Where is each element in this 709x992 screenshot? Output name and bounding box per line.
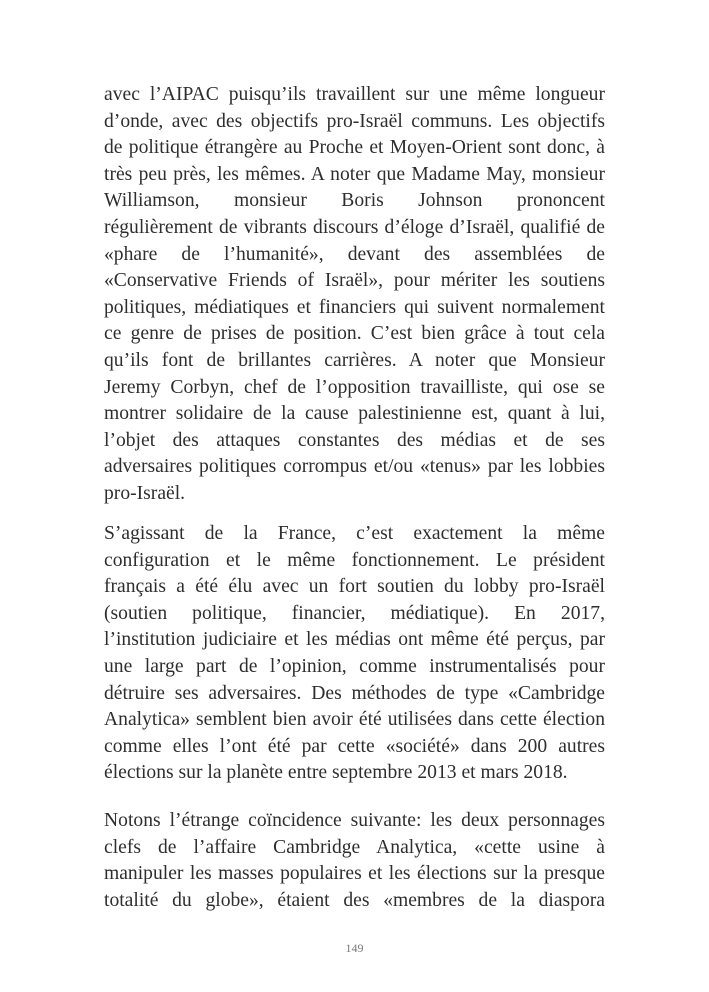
text-line-content: élections sur la planète entre septembre 2013 et mars 2018. [104, 762, 568, 784]
text-line-content: totalité du globe», étaient des «membres de la diaspora [104, 889, 605, 911]
text-line-content: une large part de l’opinion, comme instrumentalisés pour [104, 655, 605, 677]
text-line [104, 601, 605, 628]
text-line [104, 135, 605, 162]
text-line [104, 242, 605, 269]
text-line-content: adversaires politiques corrompus et/ou «tenus» par les lobbies [104, 456, 605, 478]
text-line-content: pro-Israël. [104, 482, 186, 504]
text-line [104, 548, 605, 575]
text-line [104, 627, 605, 654]
text-line [104, 348, 605, 375]
text-line [104, 521, 605, 548]
text-line [104, 481, 605, 508]
paragraph-france [104, 521, 605, 787]
paragraph-uk-politics [104, 82, 605, 508]
text-line-content: manipuler les masses populaires et les élections sur la presque [104, 863, 605, 885]
text-line-content: très peu près, les mêmes. A noter que Madame May, monsieur [104, 163, 605, 185]
text-line [104, 808, 605, 835]
text-line [104, 707, 605, 734]
text-line [104, 188, 605, 215]
text-line [104, 454, 605, 481]
text-line-content: l’objet des attaques constantes des médias et de ses [104, 429, 605, 451]
text-line-content: ce genre de prises de position. C’est bien grâce à tout cela [104, 323, 605, 345]
text-line-content: montrer solidaire de la cause palestinienne est, quant à lui, [104, 403, 605, 425]
text-line-content: avec l’AIPAC puisqu’ils travaillent sur une même longueur [104, 84, 605, 105]
page-number: 149 [345, 941, 364, 955]
text-line-content: clefs de l’affaire Cambridge Analytica, «cette usine à [104, 836, 605, 858]
text-line-content: détruire ses adversaires. Des méthodes de type «Cambridge [104, 682, 605, 704]
text-line-content: «phare de l’humanité», devant des assemblées de [104, 243, 605, 265]
text-line-content: S’agissant de la France, c’est exactement la même [104, 523, 605, 544]
text-line-content: Jeremy Corbyn, chef de l’opposition travailliste, qui ose se [104, 376, 605, 398]
text-line [104, 428, 605, 455]
text-line [104, 760, 605, 787]
text-line [104, 574, 605, 601]
text-line [104, 835, 605, 862]
text-line [104, 295, 605, 322]
text-line-content: Notons l’étrange coïncidence suivante: les deux personnages [104, 810, 605, 831]
text-line [104, 82, 605, 109]
text-line-content: politiques, médiatiques et financiers qui suivent normalement [104, 296, 605, 318]
text-line-content: comme elles l’ont été par cette «société» dans 200 autres [104, 735, 605, 757]
text-line-content: de politique étrangère au Proche et Moyen-Orient sont donc, à [104, 137, 605, 159]
text-line [104, 681, 605, 708]
text-line [104, 109, 605, 136]
text-line-content: d’onde, avec des objectifs pro-Israël communs. Les objectifs [104, 110, 605, 132]
text-line-content: (soutien politique, financier, médiatique). En 2017, [104, 602, 605, 624]
text-line [104, 215, 605, 242]
text-line-content: qu’ils font de brillantes carrières. A noter que Monsieur [104, 349, 605, 371]
text-line [104, 888, 605, 915]
text-line-content: configuration et le même fonctionnement. Le président [104, 549, 605, 571]
paragraph-cambridge-analytica [104, 808, 605, 914]
text-line-content: Analytica» semblent bien avoir été utilisées dans cette élection [104, 709, 605, 731]
text-line [104, 162, 605, 189]
text-line [104, 268, 605, 295]
text-line-content: Williamson, monsieur Boris Johnson prononcent [104, 190, 605, 212]
text-line [104, 734, 605, 761]
text-line [104, 375, 605, 402]
text-line-content: régulièrement de vibrants discours d’éloge d’Israël, qualifié de [104, 216, 605, 238]
text-line [104, 321, 605, 348]
text-line-content: «Conservative Friends of Israël», pour mériter les soutiens [104, 270, 605, 292]
text-line [104, 654, 605, 681]
text-line-content: l’institution judiciaire et les médias ont même été perçus, par [104, 629, 605, 651]
text-line [104, 401, 605, 428]
text-line-content: français a été élu avec un fort soutien du lobby pro-Israël [104, 576, 605, 598]
text-line [104, 861, 605, 888]
